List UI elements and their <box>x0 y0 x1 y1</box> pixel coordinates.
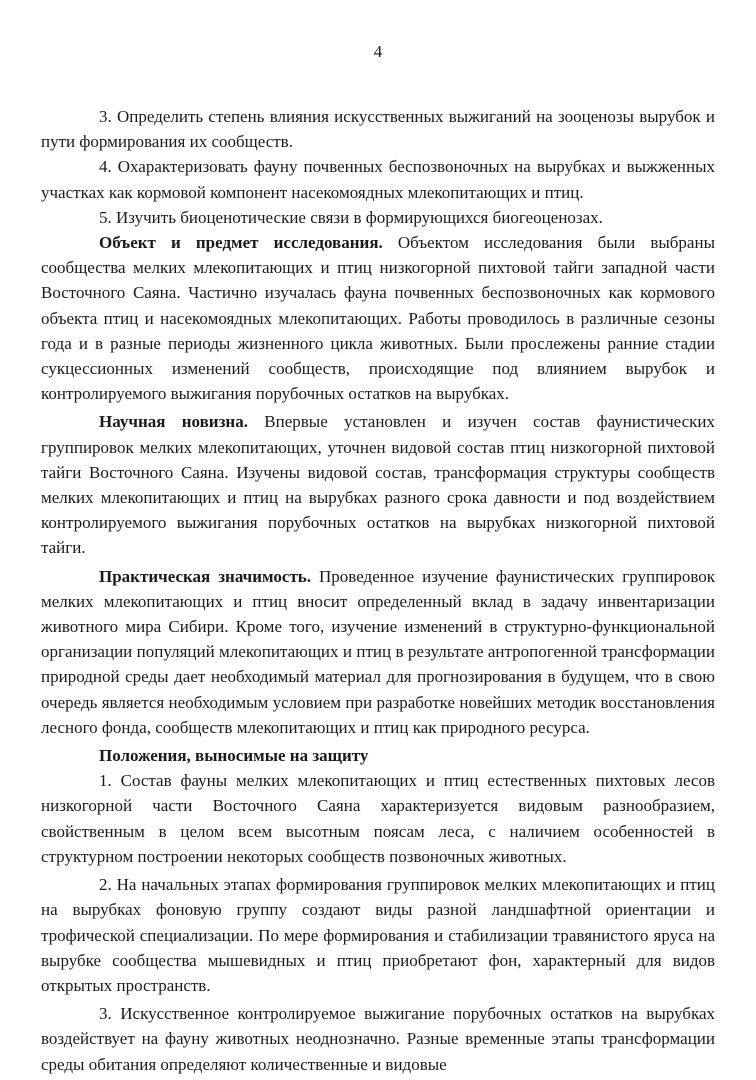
practical-text: Проведенное изучение фаунистических группировок мелких млекопитающих и птиц вносит определенный вклад в задачу инвентаризации животного мира Сибири. Кроме того, изучение изменений в структурно-функциональной организации популяций млекопитающих и птиц в результате антропогенной трансформации природной среды дает необходимый материал для прогнозирования в будущем, что в свою очередь является необходимым условием при разработке новейших методик восстановления лесного фонда, сообществ млекопитающих и птиц как природного ресурса. <box>41 566 716 737</box>
page-body <box>41 104 715 1077</box>
object-heading: Объект и предмет исследования. <box>99 233 383 253</box>
task-item-5: 5. Изучить биоценотические связи в формирующихся биогеоценозах. <box>99 207 603 227</box>
defense-heading: Положения, выносимые на защиту <box>99 746 369 766</box>
task-item-4: 4. Охарактеризовать фауну почвенных беспозвоночных на вырубках и выжженных участках как кормовой компонент насекомоядных млекопитающих и птиц. <box>41 157 715 202</box>
object-paragraph <box>41 230 715 406</box>
object-text: Объектом исследования были выбраны сообщества мелких млекопитающих и птиц низкогорной пихтовой тайги западной части Восточного Саяна. Частично изучалась фауна почвенных беспозвоночных как кормового объекта птиц и насекомоядных млекопитающих. Работы проводилось в различные сезоны года и в разные периоды жизненного цикла животных. Были прослежены ранние стадии сукцессионных изменений сообществ, происходящие под влиянием вырубок и контролируемого выжигания порубочных остатков на вырубках. <box>41 233 715 404</box>
practical-paragraph <box>41 564 715 740</box>
defense-point-3: 3. Искусственное контролируемое выжигание порубочных остатков на вырубках воздействует на фауну животных неоднозначно. Разные временные этапы трансформации среды обитания определяют количественные и видовые <box>41 1004 715 1074</box>
defense-point-1: 1. Состав фауны мелких млекопитающих и птиц естественных пихтовых лесов низкогорной части Восточного Саяна характеризуется видовым разнообразием, свойственным в целом всем высотным поясам леса, с наличием особенностей в структурном построении некоторых сообществ позвоночных животных. <box>41 771 715 866</box>
practical-heading: Практическая значимость. <box>99 566 312 586</box>
novelty-text: Впервые установлен и изучен состав фаунистических группировок мелких млекопитающих, уточнен видовой состав птиц низкогорной пихтовой тайги Восточного Саяна. Изучены видовой состав, трансформация структуры сообществ мелких млекопитающих и птиц на вырубках разного срока давности и под воздействием контролируемого выжигания порубочных остатков на вырубках низкогорной пихтовой тайги. <box>41 412 715 558</box>
novelty-heading: Научная новизна. <box>99 412 248 432</box>
defense-point-2: 2. На начальных этапах формирования группировок мелких млекопитающих и птиц на вырубках фоновую группу создают виды разной ландшафтной ориентации и трофической специализации. По мере формирования и стабилизации травянистого яруса на вырубке сообщества мышевидных и птиц приобретают фон, характерный для видов открытых пространств. <box>41 875 715 995</box>
page-number: 4 <box>373 42 383 61</box>
novelty-paragraph <box>41 409 715 560</box>
task-item-3: 3. Определить степень влияния искусственных выжиганий на зооценозы вырубок и пути формирования их сообществ. <box>41 107 715 152</box>
